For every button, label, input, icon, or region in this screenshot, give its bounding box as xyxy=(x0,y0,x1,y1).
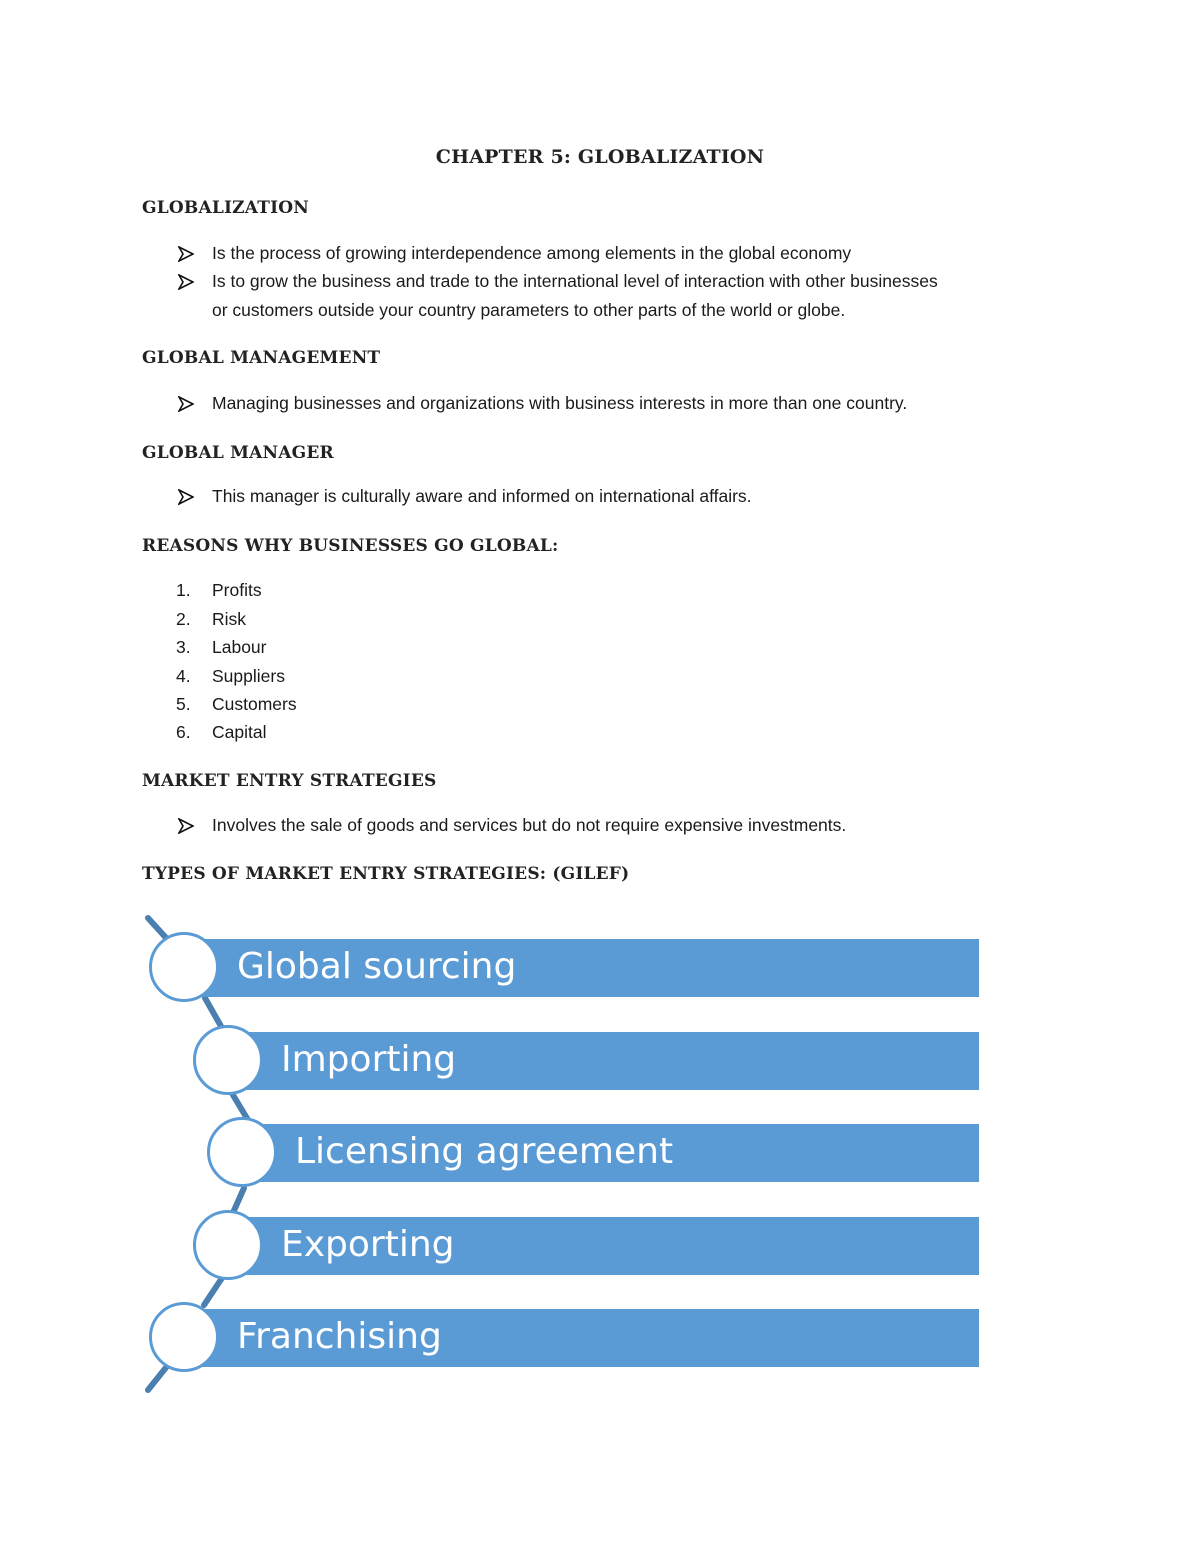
bullet-text: Is to grow the business and trade to the international level of interaction with other businesses xyxy=(212,271,938,291)
strategy-circle xyxy=(193,1025,263,1095)
strategy-label: Franchising xyxy=(237,1316,442,1357)
strategy-label: Licensing agreement xyxy=(295,1131,674,1172)
section-heading-global-management: GLOBAL MANAGEMENT xyxy=(142,348,381,368)
section-heading-market-entry: MARKET ENTRY STRATEGIES xyxy=(142,771,437,791)
bullet-text: Involves the sale of goods and services but do not require expensive investments. xyxy=(212,815,847,835)
list-number: 1. xyxy=(176,580,191,600)
list-number: 2. xyxy=(176,609,191,629)
strategy-label: Importing xyxy=(281,1039,457,1080)
list-item: Capital xyxy=(212,722,267,742)
strategy-circle xyxy=(207,1117,277,1187)
list-number: 3. xyxy=(176,637,191,657)
section-heading-global-manager: GLOBAL MANAGER xyxy=(142,443,334,463)
bullet-text: This manager is culturally aware and informed on international affairs. xyxy=(212,486,752,506)
page-title: CHAPTER 5: GLOBALIZATION xyxy=(435,146,765,168)
list-number: 5. xyxy=(176,694,191,714)
strategy-circle xyxy=(149,1302,219,1372)
arrow-bullet-icon xyxy=(178,396,194,412)
section-heading-reasons: REASONS WHY BUSINESSES GO GLOBAL: xyxy=(142,536,559,556)
arrow-bullet-icon xyxy=(178,489,194,505)
list-number: 4. xyxy=(176,666,191,686)
section-heading-types: TYPES OF MARKET ENTRY STRATEGIES: (GILEF) xyxy=(142,864,630,884)
list-item: Customers xyxy=(212,694,297,714)
strategy-circle xyxy=(149,932,219,1002)
bullet-text: Is the process of growing interdependence among elements in the global economy xyxy=(212,243,852,263)
list-item: Suppliers xyxy=(212,666,285,686)
list-item: Labour xyxy=(212,637,267,657)
bullet-text: Managing businesses and organizations with business interests in more than one country. xyxy=(212,393,908,413)
list-item: Profits xyxy=(212,580,262,600)
arrow-bullet-icon xyxy=(178,274,194,290)
strategy-label: Exporting xyxy=(281,1224,455,1265)
section-heading-globalization: GLOBALIZATION xyxy=(142,198,309,218)
bullet-text-continuation: or customers outside your country parameters to other parts of the world or globe. xyxy=(212,300,846,320)
strategy-circle xyxy=(193,1210,263,1280)
list-item: Risk xyxy=(212,609,247,629)
arrow-bullet-icon xyxy=(178,818,194,834)
strategy-label: Global sourcing xyxy=(237,946,517,987)
arrow-bullet-icon xyxy=(178,246,194,262)
list-number: 6. xyxy=(176,722,191,742)
